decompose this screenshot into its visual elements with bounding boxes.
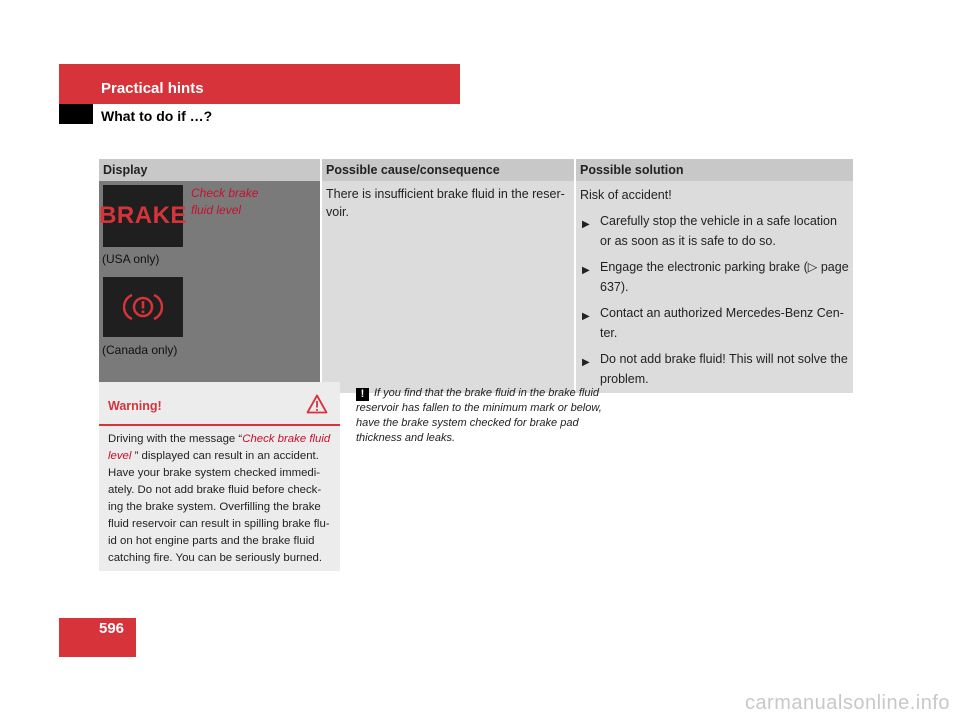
bullet-arrow-icon: ▶ xyxy=(582,357,590,368)
list-item xyxy=(580,257,849,297)
warning-body xyxy=(99,426,340,572)
page-number-box xyxy=(59,618,136,657)
canada-only-note: (Canada only) xyxy=(102,343,178,357)
bullet-arrow-icon: ▶ xyxy=(582,265,590,276)
bullet-arrow-icon: ▶ xyxy=(582,219,590,230)
column-header-solution: Possible solution xyxy=(575,159,853,181)
column-header-cause: Possible cause/consequence xyxy=(321,159,575,181)
solution-step: Engage the electronic parking brake (▷ page 637). xyxy=(600,260,849,294)
list-item xyxy=(580,303,849,343)
section-title: Practical hints xyxy=(101,80,204,97)
table-row xyxy=(99,181,853,393)
display-cell xyxy=(99,181,321,393)
warning-title: Warning! xyxy=(108,399,162,413)
brake-indicator-text: BRAKE xyxy=(99,202,187,229)
warning-box xyxy=(99,382,340,571)
solution-cell xyxy=(575,181,853,393)
page-number: 596 xyxy=(99,620,125,637)
solution-heading: Risk of accident! xyxy=(580,188,672,202)
watermark: carmanualsonline.info xyxy=(744,692,950,714)
table-header-row xyxy=(99,159,853,181)
solution-step: Do not add brake fluid! This will not solve the problem. xyxy=(600,352,848,386)
solution-step: Contact an authorized Mercedes-Benz Cen-ter. xyxy=(600,306,844,340)
display-message-line-2: fluid level xyxy=(191,203,242,217)
message-table xyxy=(99,159,853,393)
section-subtitle: What to do if …? xyxy=(101,108,213,124)
brake-warning-lamp-icon xyxy=(103,277,183,337)
warning-header xyxy=(99,382,340,426)
warning-text-rest: ” displayed can result in an accident. Have your brake system checked immedi-ately. Do not add brake fluid before check-ing the brake system. Overfilling the brake fluid reservoir can result in spilling brake flu-id on hot engine parts and the brake fluid catching fire. You can be seriously burned. xyxy=(108,450,330,564)
header-tab-marker xyxy=(59,104,93,124)
display-message-label xyxy=(191,185,258,219)
solution-step: Carefully stop the vehicle in a safe location or as soon as it is safe to do so. xyxy=(600,214,837,248)
display-message-line-1: Check brake xyxy=(191,186,259,200)
warning-display-message: Check brake fluid level xyxy=(108,433,331,462)
cause-cell: There is insufficient brake fluid in the reser-voir. xyxy=(321,181,575,393)
column-header-display: Display xyxy=(99,159,321,181)
warning-triangle-icon xyxy=(306,394,328,419)
usa-only-note: (USA only) xyxy=(102,252,160,266)
note-text: If you find that the brake fluid in the brake fluid reservoir has fallen to the minimum mark or below, have the brake system checked for brake pad thickness and leaks. xyxy=(356,387,602,444)
brake-indicator-image xyxy=(99,185,187,247)
warning-text-start: Driving with the message “ xyxy=(108,433,243,445)
exclamation-icon: ! xyxy=(356,388,369,401)
bullet-arrow-icon: ▶ xyxy=(582,311,590,322)
list-item xyxy=(580,211,849,251)
list-item xyxy=(580,349,849,389)
note-box xyxy=(356,386,602,446)
